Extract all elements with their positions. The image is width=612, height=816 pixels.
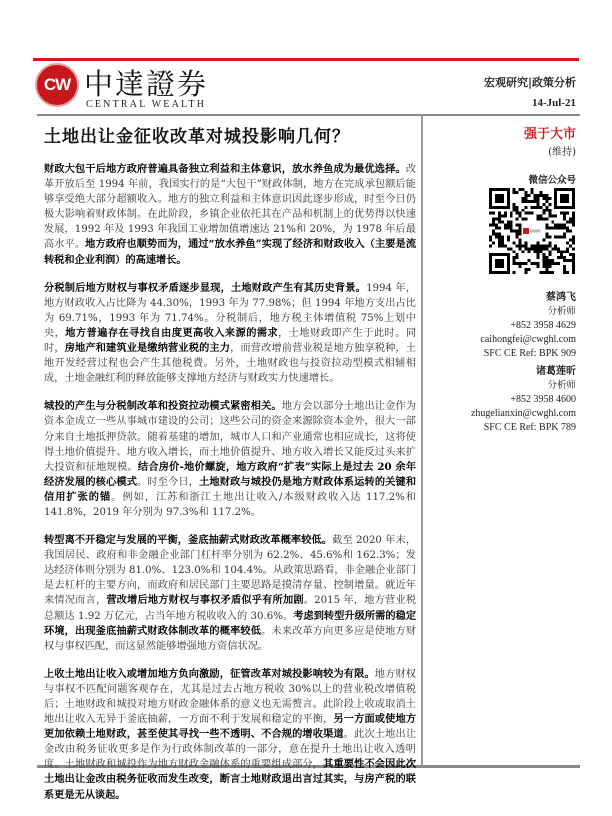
bold-text: 土地财政与城投仍是地方财政体系运转的关键和信用扩张的锚 [44, 475, 417, 503]
analyst-email[interactable]: caihongfei@cwghl.com [480, 334, 576, 345]
bold-text: 营改增后地方财权与事权矛盾似乎有所加剧 [106, 594, 304, 607]
analyst-card [480, 291, 576, 361]
body-text: 地方会以部分土地出让金作为资本金成立一些从事城市建设的公司；这些公司的资金来源除资本金外，很大一部分来自土地抵押贷款。随着基建的增加，城市人口和产业通常也相应成长，这将使得土地价值提升、地方收入增长，而土地价值提升、地方收入增长又能反过头来扩大投资和征地规模。 [44, 401, 417, 473]
bold-text: 结合房价-地价螺旋，地方政府“扩表”实际上是过去 20 余年经济发展的核心模式 [44, 460, 417, 488]
sector-rating: 强于大市 [523, 127, 576, 142]
body-text: ，而营改增前营业税是地方独享税种，土地开发经营过程也会产生其他税费。另外，土地财政也与投资拉动型模式相辅相成，土地金融红利的释放能够支撑地方经济与财政实力快速增长。 [44, 343, 417, 385]
bold-text: 财政大包干后地方政府普遍具备独立利益和主体意识，放水养鱼成为最优选择。 [44, 163, 406, 175]
qr-code-icon [489, 188, 575, 274]
report-category: 宏观研究|政策分析 [483, 76, 576, 89]
analyst-role: 分析师 [547, 306, 576, 317]
company-logo-icon [35, 63, 79, 107]
header-divider [37, 114, 580, 116]
bold-text: 另一方面或使地方更加依赖土地财政，甚至使其寻找一些不透明、不合规的增收渠道 [44, 713, 417, 741]
bold-text: 其重要性不会因此次土地出让金改由税务征收而发生改变，断言土地财政退出言过其实，与房产税的联系更是无从谈起。 [44, 758, 417, 801]
rating-note: (维持) [548, 147, 576, 158]
body-text: 。例如，江苏和浙江土地出让收入/本级财政收入达 117.2%和 141.8%，2019 年分别为 97.3%和 117.2%。 [44, 491, 417, 518]
wechat-label: 微信公众号 [528, 175, 576, 186]
analyst-phone: +852 3958 4629 [510, 320, 576, 331]
logo-mark: CW [43, 75, 71, 94]
body-text: 改革开放后至 1994 年前，我国实行的是“大包干”财政体制，地方在完成承包额后能够享受绝大部分超额收入。地方的独立利益和主体意识因此逐步形成，时至今日仍极大影响着财政体制。在此阶段，乡镇企业依托其在产品和机制上的优势得以快速发展，1992 年及 1993 年我国工业增加值增速达 21%和 20%，为 1978 年后最高水平。 [44, 164, 416, 251]
body-text: 。未来改革方向更多应是使地方财权与事权匹配，而这显然能够增强地方资信状况。 [44, 625, 417, 652]
body-paragraph [44, 281, 416, 387]
analyst-sfc: SFC CE Ref: BPK 789 [483, 422, 576, 433]
body-text: ，土地财政即产生于此时。同时， [44, 327, 417, 355]
analyst-sfc: SFC CE Ref: BPK 909 [483, 348, 576, 359]
body-text: 。时至今日， [137, 476, 200, 488]
company-name-en: CENTRAL WEALTH [86, 99, 207, 110]
bold-text: 房地产和建筑业是缴纳营业税的主力 [64, 342, 231, 355]
bold-text: 考虑到转型升级所需的稳定环境，出现釜底抽薪式财政体制改革的概率较低 [44, 609, 417, 637]
analyst-card [471, 365, 576, 435]
body-text: 截至 2020 年末，我国居民、政府和非金融企业部门杠杆率分别为 62.2%、45.6%和 162.3%；发达经济体则分别为 81.0%、123.0%和 104.4%。从政策思路看，非金融企业部门是去杠杆的主要方向，而政府和居民部门主要思路是摸清存量、控制增量。就近年来情况而言， [44, 535, 417, 607]
analyst-name: 诸葛莲昕 [536, 366, 576, 377]
body-paragraph [44, 162, 416, 268]
analyst-name: 蔡鸿飞 [546, 292, 576, 303]
header-red-rule [33, 58, 579, 61]
analyst-role: 分析师 [547, 380, 576, 391]
body-paragraph [44, 533, 416, 654]
bold-text: 分税制后地方财权与事权矛盾逐步显现，土地财政产生有其历史背景。 [44, 281, 367, 294]
body-text: 地方财权与事权不匹配问题客观存在，尤其是过去占地方税收 30%以上的营业税改增值税后；土地财政和城投对地方财政金融体系的意义也无需赘言。此阶段上收或取消土地出让收入无异于釜底抽薪，一方面不利于发展和稳定的平衡， [44, 668, 416, 726]
column-divider [421, 116, 423, 766]
body-paragraph [44, 399, 416, 520]
body-text: 。此次土地出让金改由税务征收更多是作为行政体制改革的一部分，意在提升土地出让收入透明度。土地财政和城投作为地方财政金融体系的重要组成部分， [44, 729, 417, 771]
bold-text: 转型离不开稳定与发展的平衡，釜底抽薪式财政改革概率较低。 [44, 534, 333, 547]
company-name-cn: 中達證券 [84, 67, 209, 101]
analyst-email[interactable]: zhugelianxin@cwghl.com [470, 408, 576, 419]
bold-text: 上收土地出让收入或增加地方负向激励，征管改革对城投影响较为有限。 [44, 667, 375, 680]
report-body [44, 162, 416, 816]
body-text: 1994 年，地方财政收入占比降为 44.30%，1993 年为 77.98%；但 1994 年地方支出占比为 69.71%，1993 年为 71.74%。分税制后，地方税主体增值税 75%上划中央， [44, 282, 417, 339]
bold-text: 城投的产生与分税制改革和投资拉动模式紧密相关。 [44, 400, 282, 413]
bold-text: 地方普遍存在寻找自由度更高收入来源的需求 [65, 326, 279, 339]
report-title: 土地出让金征收改革对城投影响几何？ [44, 127, 350, 147]
body-text: 。2015 年，地方营业税总额达 1.92 万亿元，占当年地方税收收入的 30.6%。 [44, 595, 417, 622]
analyst-phone: +852 3958 4600 [510, 394, 576, 405]
report-date: 14-Jul-21 [532, 97, 576, 109]
body-paragraph [44, 667, 416, 803]
bold-text: 地方政府也顺势而为，通过“放水养鱼”实现了经济和财政收入（主要是流转税和企业利润）的高速增长。 [44, 238, 417, 266]
